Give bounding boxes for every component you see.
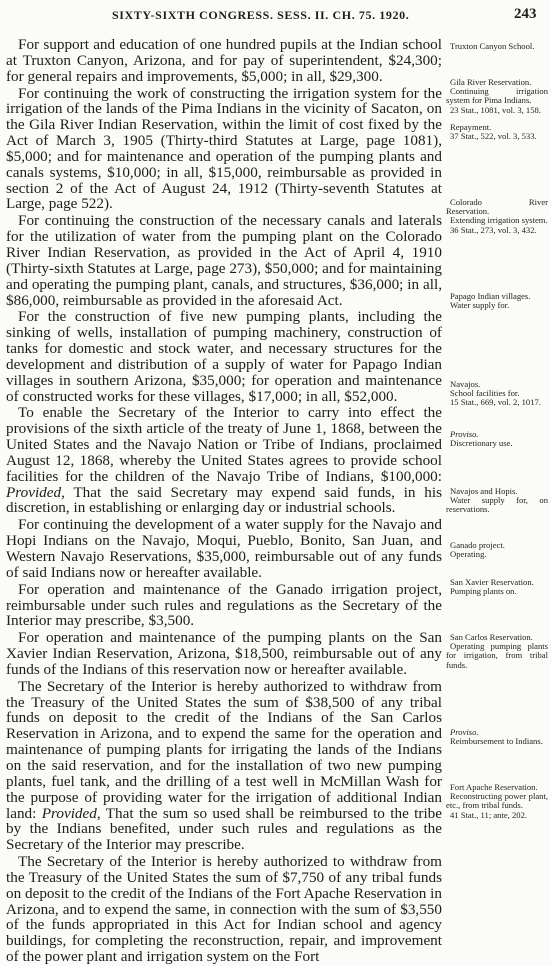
- note-line: Papago Indian villages.: [450, 291, 531, 301]
- margin-note-colorado: [446, 198, 548, 235]
- paragraph-san-xavier: For operation and maintenance of the pumping plants on the San Xavier Indian Reservation, Arizona, $18,500, reimbursable out of any funds of the Indians of this reservation now or hereafter available.: [6, 629, 442, 678]
- note-line: Proviso.: [450, 428, 479, 439]
- margin-note-gila: [446, 78, 548, 141]
- note-line: 41 Stat., 11; ante, 202.: [450, 809, 528, 820]
- note-line: Proviso.: [450, 726, 479, 737]
- note-line: Operating pumping plants for irrigation, from tribal funds.: [446, 641, 548, 670]
- note-line: 37 Stat., 522, vol. 3, 533.: [450, 131, 537, 142]
- paragraph-gila-river: For continuing the work of constructing the irrigation system for the irrigation of the lands of the Pima Indians in the vicinity of Sacaton, on the Gila River Indian Reservation, within the limit of cost fixed by the Act of March 3, 1905 (Thirty-third Statutes at Large, page 1081), $5,000; and for maintenance and operation of the pumping plants and canals systems, $10,000; in all, $15,000, reimbursable as provided in section 2 of the Act of August 24, 1912 (Thirty-seventh Statutes at Large, page 522).: [6, 84, 442, 213]
- running-head: SIXTY-SIXTH CONGRESS. SESS. II. CH. 75. 1920.: [112, 8, 410, 22]
- margin-note-truxton: [446, 42, 548, 51]
- proviso-word: Provided: [6, 483, 62, 501]
- note-line: Navajos and Hopis.: [450, 486, 518, 496]
- note-line: School facilities for.: [450, 388, 520, 399]
- paragraph-fort-apache: The Secretary of the Interior is hereby authorized to withdraw from the Treasury of the United States the sum of $7,750 of any tribal funds on deposit to the credit of the Indians of the Fort Apache Reservation in Arizona, and to expend the same, in connection with the sum of $3,550 of the funds appropriated in this Act for Indian school and agency buildings, for completing the reconstruction, repair, and improvement of the power plant and irrigation system on the Fort: [6, 853, 442, 966]
- note-line: Reimbursement to Indians.: [450, 736, 543, 747]
- note-line: Reconstructing power plant, etc., from tribal funds.: [446, 791, 548, 811]
- paragraph-navajo-schools: To enable the Secretary of the Interior to carry into effect the provisions of the sixth article of the treaty of June 1, 1868, between the United States and the Navajo Nation or Tribe of Indians, proclaimed August 12, 1868, whereby the United States agrees to provide school facilities for the children of the Navajo Tribe of Indians, $100,000: Provided, That the said Secretary may expend said funds, in his discretion, in establishing or enlarging day or industrial schools.: [6, 404, 442, 517]
- note-line: Water supply for.: [450, 300, 510, 311]
- margin-note-navajo-schools: [446, 380, 548, 448]
- note-line: 36 Stat., 273, vol. 3, 432.: [450, 224, 537, 235]
- note-line: Pumping plants on.: [450, 586, 517, 597]
- proviso-word: Provided: [41, 804, 97, 822]
- note-line: Colorado River Reservation.: [446, 197, 548, 217]
- paragraph-truxton-canyon: For support and education of one hundred pupils at the Indian school at Truxton Canyon, Arizona, and for pay of superintendent, $24,300; for general repairs and improvements, $5,000; in all, $29,300.: [6, 36, 442, 85]
- note-line: Extending irrigation system.: [450, 215, 548, 226]
- note-line: San Xavier Reservation.: [450, 577, 534, 587]
- note-line: 23 Stat., 1081, vol. 3, 158.: [450, 104, 541, 115]
- note-line: San Carlos Reservation.: [450, 632, 533, 642]
- note-line: Repayment.: [450, 121, 492, 132]
- margin-note-papago: [446, 292, 548, 310]
- note-line: Truxton Canyon School.: [450, 41, 535, 51]
- margin-note-san-xavier: [446, 578, 548, 596]
- paragraph-colorado-river: For continuing the construction of the necessary canals and laterals for the utilization of water from the pumping plant on the Colorado River Indian Reservation, as provided in the Act of April 4, 1910 (Thirty-sixth Statutes at Large, page 273), $50,000; and for maintaining and operating the pumping plant, canals, and structures, $36,000; in all, $86,000, reimbursable as provided in the aforesaid Act.: [6, 212, 442, 309]
- paragraph-ganado: For operation and maintenance of the Ganado irrigation project, reimbursable under such rules and regulations as the Secretary of the Interior may prescribe, $3,500.: [6, 580, 442, 630]
- note-line: Operating.: [450, 549, 487, 560]
- paragraph-navajo-hopi-water: For continuing the development of a water supply for the Navajo and Hopi Indians on the Navajo, Moqui, Pueblo, Bonito, San Juan, and Western Navajo Reservations, $35,000, reimbursable out of any funds of said Indians now or hereafter available.: [6, 516, 442, 581]
- note-line: Continuing irrigation system for Pima Indians.: [446, 86, 548, 106]
- note-line: Gila River Reservation.: [450, 77, 532, 87]
- margin-note-san-carlos: [446, 633, 548, 746]
- margin-note-ganado: [446, 541, 548, 559]
- paragraph-san-carlos: The Secretary of the Interior is hereby authorized to withdraw from the Treasury of the United States the sum of $38,500 of any tribal funds on deposit to the credit of the Indians of the San Carlos Reservation in Arizona, and to expend the same for the operation and maintenance of pumping plants for irrigating the lands of the Indians on the said reservation, and for the installation of two new pumping plants, fuel tank, and the drilling of a test well in McMillan Wash for the purpose of providing water for the irrigation of additional Indian land: Provided, That the sum so used shall be reimbursed to the tribe by the Indians benefited, under such rules and regulations as the Secretary of the Interior may prescribe.: [6, 677, 443, 854]
- page-number: 243: [514, 6, 537, 22]
- margin-note-navajo-hopi: [446, 487, 548, 515]
- note-line: 15 Stat., 669, vol. 2, 1017.: [450, 397, 541, 408]
- note-line: Ganado project.: [450, 540, 505, 550]
- note-line: Discretionary use.: [450, 437, 513, 448]
- note-line: Fort Apache Reservation.: [450, 782, 538, 792]
- statute-body: [6, 37, 442, 966]
- paragraph-papago: For the construction of five new pumping plants, including the sinking of wells, installation of pumping machinery, construction of tanks for domestic and stock water, and necessary structures for the development and distribution of a supply of water for Papago Indian villages in southern Arizona, $35,000; for operation and maintenance of constructed works for these villages, $17,000; in all, $52,000.: [6, 308, 442, 405]
- page-header: [0, 6, 551, 28]
- note-line: Water supply for, on reservations.: [446, 495, 548, 515]
- note-line: Navajos.: [450, 379, 481, 389]
- margin-note-fort-apache: [446, 783, 548, 820]
